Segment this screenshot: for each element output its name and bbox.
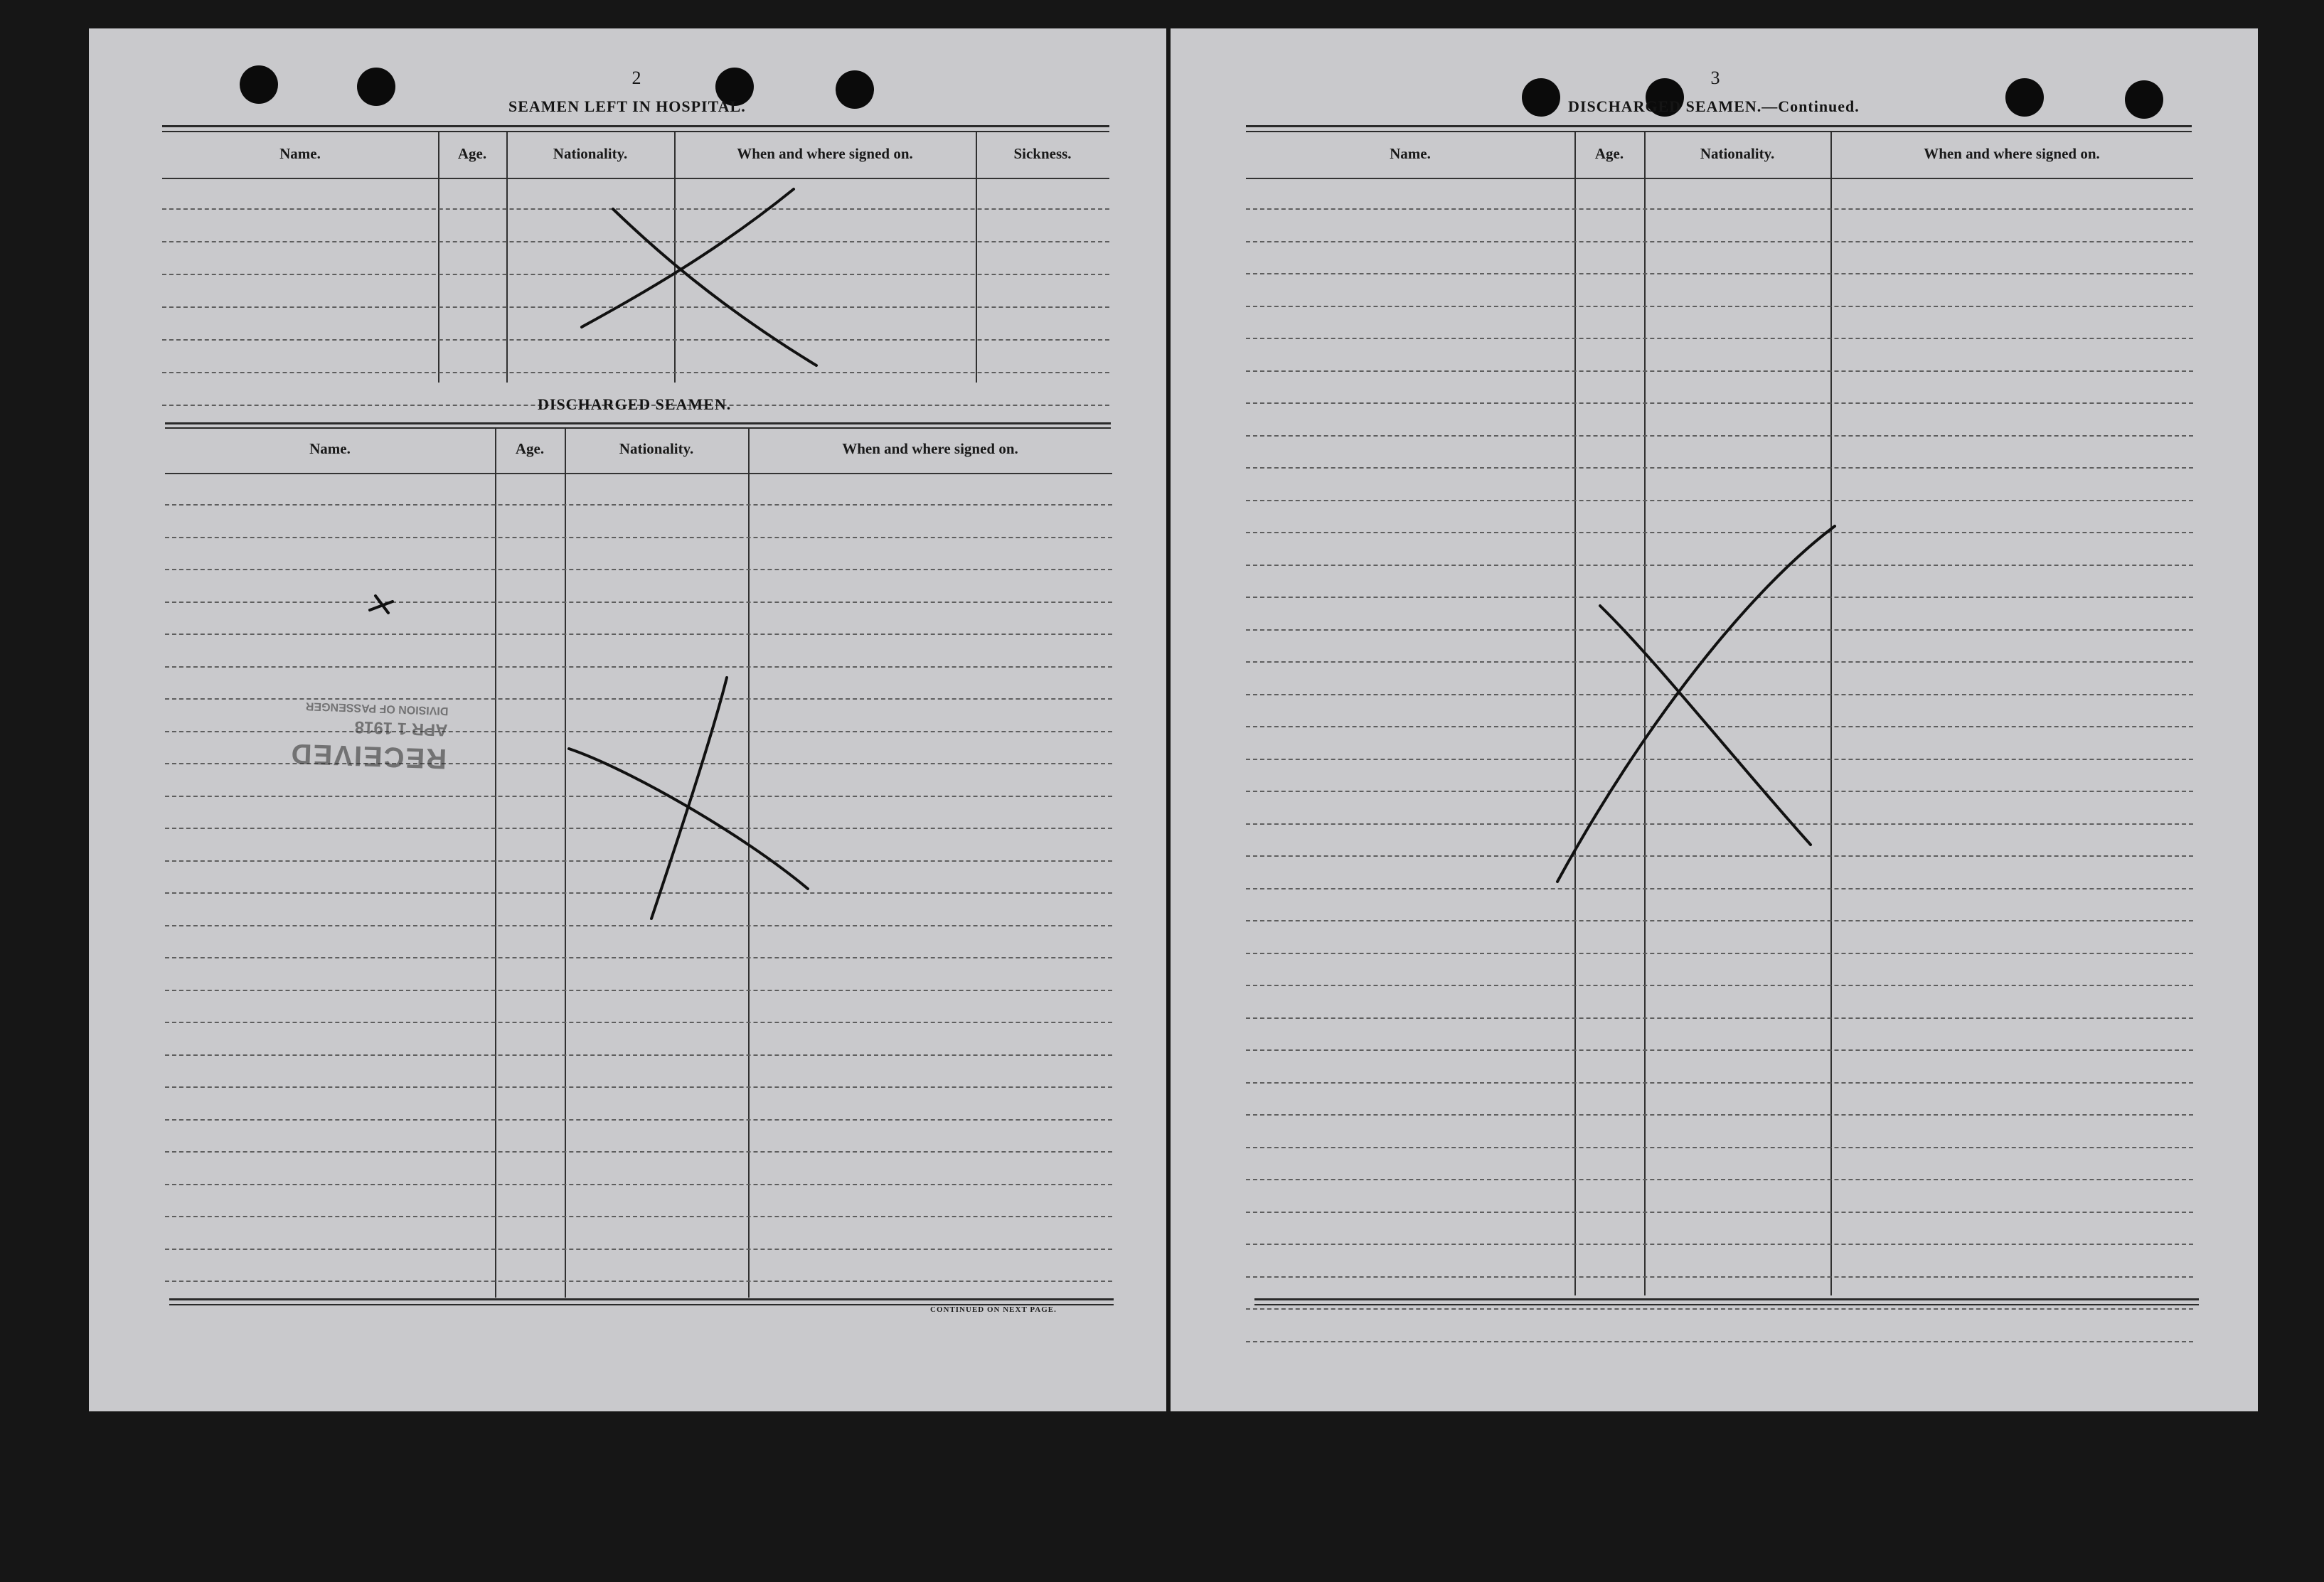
stamp-line-2: APR 1 1918 [354,717,448,740]
col-header-signed-on: When and where signed on. [737,145,913,162]
col-header-nationality: Nationality. [619,440,694,457]
cross-mark-discharged-left [569,749,808,889]
page-number-left: 2 [631,68,641,88]
continued-note: CONTINUED ON NEXT PAGE. [930,1305,1057,1314]
stamp-line-3: DIVISION OF PASSENGER [305,700,449,717]
col-header-name: Name. [1390,145,1431,162]
cross-mark-discharged-left [651,678,727,919]
cross-mark-right [1600,606,1811,845]
col-header-nationality: Nationality. [553,145,628,162]
col-header-age: Age. [457,145,487,162]
col-header-signed-on: When and where signed on. [1924,145,2100,162]
col-header-signed-on: When and where signed on. [842,440,1018,457]
section-title-hospital: SEAMEN LEFT IN HOSPITAL. [508,97,746,115]
col-header-name: Name. [309,440,351,457]
col-header-nationality: Nationality. [1700,145,1775,162]
section-title-discharged-continued: DISCHARGED SEAMEN.—Continued. [1568,97,1860,115]
tick-mark [370,596,393,613]
cross-mark-right [1557,526,1835,882]
page-number-right: 3 [1710,68,1720,88]
stamp-line-1: RECEIVED [289,737,447,775]
cross-mark-hospital [613,209,816,365]
col-header-age: Age. [1594,145,1624,162]
col-header-name: Name. [279,145,321,162]
col-header-sickness: Sickness. [1013,145,1072,162]
col-header-age: Age. [515,440,545,457]
section-title-discharged: DISCHARGED SEAMEN. [538,395,732,413]
